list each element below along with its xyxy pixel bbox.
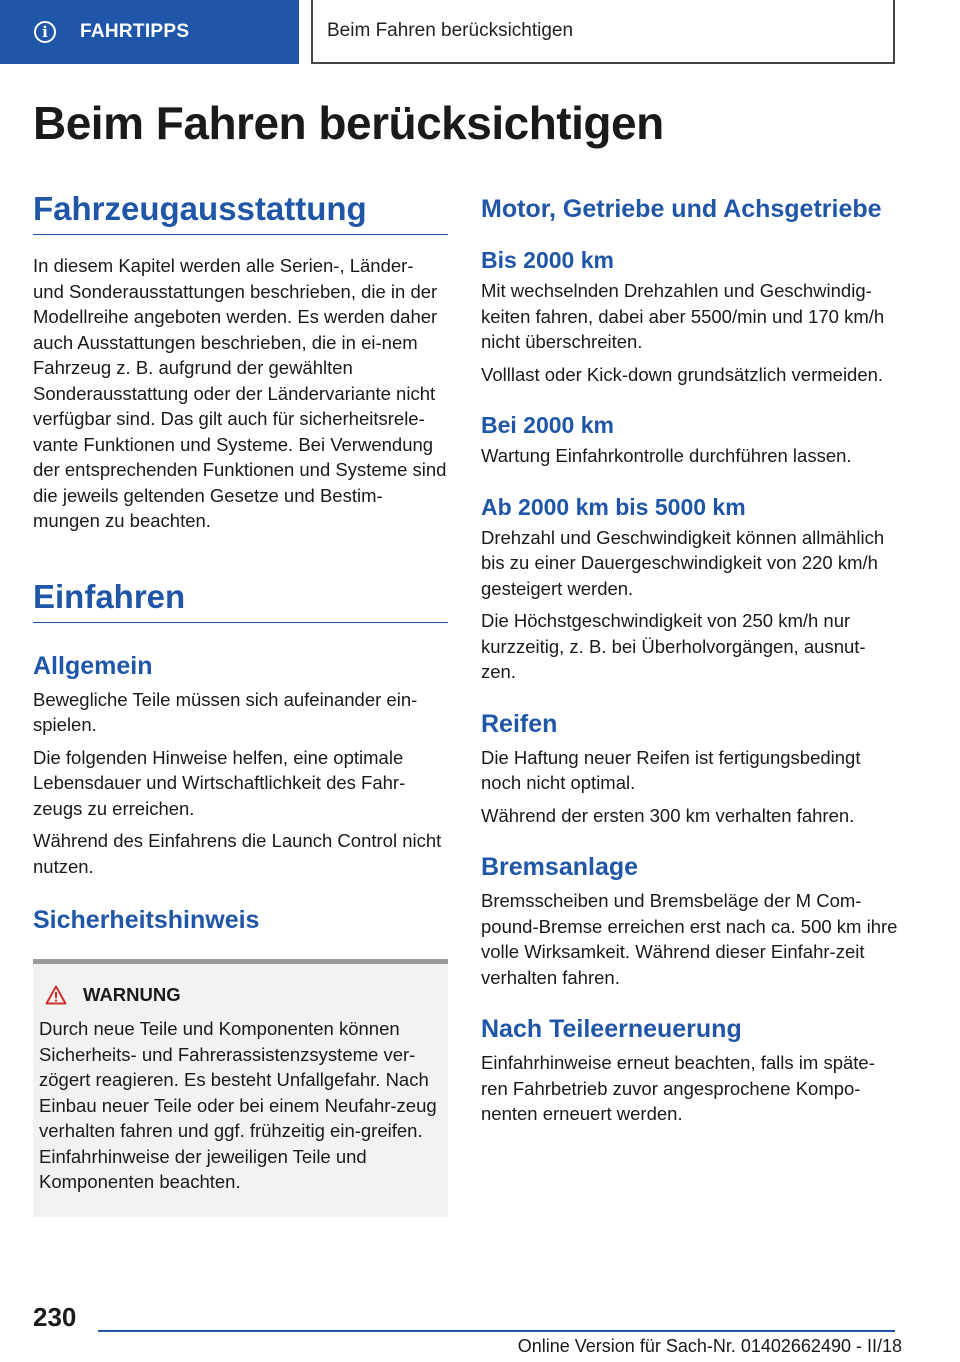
paragraph-allgemein-3: Während des Einfahrens die Launch Control nicht nutzen.: [33, 830, 442, 877]
paragraph-bis-2000-km-1: Mit wechselnden Drehzahlen und Geschwindig-keiten fahren, dabei aber 5500/min und 170 km/h nicht überschreiten.: [481, 280, 885, 352]
heading-reifen: Reifen: [481, 709, 558, 738]
heading-einfahren: Einfahren: [33, 578, 448, 623]
heading-nach-teileerneuerung: Nach Teileerneuerung: [481, 1015, 742, 1043]
heading-ab-2000-bis-5000-km: Ab 2000 km bis 5000 km: [481, 493, 746, 520]
paragraph-reifen-2: Während der ersten 300 km verhalten fahren.: [481, 804, 855, 826]
paragraph-ab-2000-km-1: Drehzahl und Geschwindigkeit können allmählich bis zu einer Dauergeschwindigkeit von 220 km/h gesteigert werden.: [481, 526, 885, 599]
heading-motor-getriebe: Motor, Getriebe und Achsgetriebe: [481, 195, 882, 223]
section-header: [311, 0, 895, 64]
paragraph-allgemein-2: Die folgenden Hinweise helfen, eine optimale Lebensdauer und Wirtschaftlichkeit des Fahr-zeugs zu erreichen.: [33, 746, 406, 819]
footer-divider: [98, 1330, 895, 1332]
info-icon: i: [34, 21, 56, 43]
left-column: [33, 190, 448, 1217]
heading-fahrzeugausstattung: Fahrzeugausstattung: [33, 190, 448, 235]
paragraph-ab-2000-km-2: Die Höchstgeschwindigkeit von 250 km/h nur kurzzeitig, z. B. bei Überholvorgängen, ausnut-zen.: [481, 610, 866, 682]
warning-triangle-icon: [45, 985, 67, 1005]
warning-text: Durch neue Teile und Komponenten können Sicherheits- und Fahrerassistenzsysteme ver-zögert reagieren. Es besteht Unfallgefahr. Nach Einbau neuer Teile oder bei einem Neufahr-zeug verhalten fahren und ggf. frühzeitig ein-greifen. Einfahrhinweise der jeweiligen Teile und Komponenten beachten.: [39, 1018, 437, 1192]
right-column: [481, 190, 899, 1127]
chapter-tab[interactable]: [0, 0, 299, 64]
paragraph-fahrzeugausstattung: In diesem Kapitel werden alle Serien-, Länder- und Sonderausstattungen beschrieben, die in der Modellreihe angeboten werden. Es werden daher auch Ausstattungen beschrieben, die in ei-nem Fahrzeug z. B. aufgrund der gewählten Sonderausstattung oder der Ländervariante nicht verfügbar sind. Das gilt auch für sicherheitsrele-vante Funktionen und Systeme. Bei Verwendung der entsprechenden Funktionen und Systeme sind die jeweils geltenden Gesetze und Bestim-mungen zu beachten.: [33, 255, 447, 531]
section-header-title: Beim Fahren berücksichtigen: [327, 20, 574, 41]
heading-bis-2000-km: Bis 2000 km: [481, 247, 614, 273]
heading-bei-2000-km: Bei 2000 km: [481, 412, 614, 438]
warning-box: [33, 959, 448, 1217]
paragraph-nach-teileerneuerung: Einfahrhinweise erneut beachten, falls im späte-ren Fahrbetrieb zuvor angesprochene Kompo-nenten erneuert werden.: [481, 1052, 875, 1124]
paragraph-bremsanlage: Bremsscheiben und Bremsbeläge der M Com-pound-Bremse erreichen erst nach ca. 500 km ihre volle Wirksamkeit. Während dieser Einfahr-zeit verhalten fahren.: [481, 890, 898, 988]
heading-bremsanlage: Bremsanlage: [481, 853, 639, 881]
paragraph-reifen-1: Die Haftung neuer Reifen ist fertigungsbedingt noch nicht optimal.: [481, 746, 861, 793]
paragraph-allgemein-1: Bewegliche Teile müssen sich aufeinander ein-spielen.: [33, 688, 418, 735]
paragraph-bei-2000-km: Wartung Einfahrkontrolle durchführen lassen.: [481, 445, 852, 466]
page-title: Beim Fahren berücksichtigen: [33, 97, 664, 149]
warning-header: [45, 984, 440, 1006]
heading-sicherheitshinweis: Sicherheitshinweis: [33, 906, 260, 934]
chapter-tab-label: FAHRTIPPS: [80, 21, 190, 42]
online-version-note: Online Version für Sach-Nr. 01402662490 - II/18: [517, 1336, 902, 1356]
page-number: 230: [33, 1302, 77, 1332]
warning-label: WARNUNG: [83, 984, 181, 1005]
heading-allgemein: Allgemein: [33, 651, 153, 680]
paragraph-bis-2000-km-2: Volllast oder Kick-down grundsätzlich vermeiden.: [481, 363, 884, 385]
